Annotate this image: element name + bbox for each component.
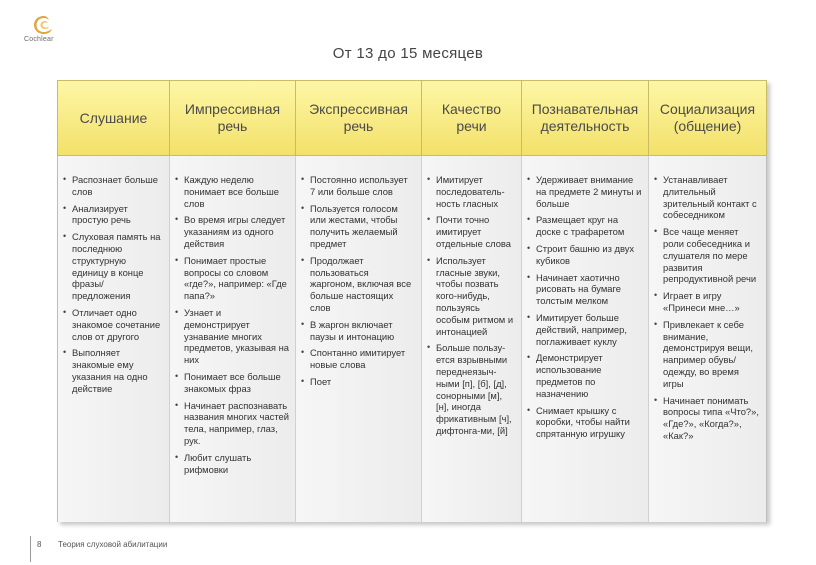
column-header-expressive-speech: Экспрессивная речь (295, 80, 421, 156)
list-item: • Использует гласные звуки, чтобы позвать кого-нибудь, пользуясь особым ритмом и интонацией (427, 255, 515, 338)
table-body-row (57, 156, 767, 522)
list-item: • Начинает распознавать названия многих частей тела, например, глаз, рук. (175, 400, 289, 447)
list-item: • Каждую неделю понимает все больше слов (175, 174, 289, 209)
column-header-receptive-speech: Импрессивная речь (169, 80, 295, 156)
list-item: • Размещает круг на доске с трафаретом (527, 214, 642, 238)
item-list (175, 174, 289, 475)
list-item: • Демонстрирует использование предметов по назначению (527, 352, 642, 399)
list-item: • Начинает хаотично рисовать на бумаге толстым мелком (527, 272, 642, 307)
list-item: • Начинает понимать вопросы типа «Что?», «Где?», «Когда?», «Как?» (654, 395, 760, 442)
list-item: • Все чаще меняет роли собеседника и слушателя по мере развития репродуктивной речи (654, 226, 760, 285)
table-column-expressive-speech (295, 156, 421, 522)
list-item: • Строит башню из двух кубиков (527, 243, 642, 267)
list-item: • Во время игры следует указаниям из одного действия (175, 214, 289, 249)
column-header-speech-quality: Качество речи (421, 80, 521, 156)
list-item: • В жаргон включает паузы и интонацию (301, 319, 415, 343)
list-item: • Удерживает внимание на предмете 2 минуты и больше (527, 174, 642, 209)
item-list (527, 174, 642, 440)
list-item: • Анализирует простую речь (63, 203, 163, 227)
table-column-cognition (521, 156, 648, 522)
list-item: • Почти точно имитирует отдельные слова (427, 214, 515, 249)
item-list (301, 174, 415, 388)
table-column-speech-quality (421, 156, 521, 522)
list-item: • Любит слушать рифмовки (175, 452, 289, 476)
item-list (427, 174, 515, 437)
list-item: • Устанавливает длительный зрительный контакт с собеседником (654, 174, 760, 221)
list-item: • Выполняет знакомые ему указания на одно действие (63, 347, 163, 394)
column-header-cognition: Познавательная деятельность (521, 80, 648, 156)
brand-name: Cochlear (24, 36, 54, 43)
development-table (57, 80, 767, 522)
list-item: • Распознает больше слов (63, 174, 163, 198)
list-item: • Спонтанно имитирует новые слова (301, 347, 415, 371)
column-header-socialization: Социализация (общение) (648, 80, 767, 156)
list-item: • Понимает простые вопросы со словом «где?», например: «Где папа?» (175, 255, 289, 302)
list-item: • Пользуется голосом или жестами, чтобы получить желаемый предмет (301, 203, 415, 250)
page-number: 8 (37, 540, 42, 549)
list-item: • Слуховая память на последнюю структурную единицу в конце фразы/ предложения (63, 231, 163, 302)
column-header-listening: Слушание (57, 80, 169, 156)
item-list (63, 174, 163, 395)
list-item: • Продолжает пользоваться жаргоном, включая все больше настоящих слов (301, 255, 415, 314)
list-item: • Отличает одно знакомое сочетание слов от другого (63, 307, 163, 342)
list-item: • Больше пользу-ется взрывными переднеязыч-ными [п], [б], [д], сонорными [м], [н], иногда фрикативным [ч], дифтонга-ми, [й] (427, 342, 515, 436)
table-header-row (57, 80, 767, 156)
page-title: От 13 до 15 месяцев (332, 45, 484, 62)
list-item: • Поет (301, 376, 415, 388)
list-item: • Снимает крышку с коробки, чтобы найти спрятанную игрушку (527, 405, 642, 440)
list-item: • Узнает и демонстрирует узнавание многих предметов, указывая на них (175, 307, 289, 366)
table-column-socialization (648, 156, 767, 522)
list-item: • Имитирует последователь-ность гласных (427, 174, 515, 209)
footer-text: Теория слуховой абилитации (58, 540, 168, 549)
item-list (654, 174, 760, 442)
table-column-listening (57, 156, 169, 522)
cochlear-swirl-icon (32, 14, 56, 36)
list-item: • Привлекает к себе внимание, демонстрируя вещи, например обувь/одежду, во время игры (654, 319, 760, 390)
list-item: • Понимает все больше знакомых фраз (175, 371, 289, 395)
list-item: • Постоянно использует 7 или больше слов (301, 174, 415, 198)
footer-divider (30, 536, 31, 562)
table-column-receptive-speech (169, 156, 295, 522)
list-item: • Имитирует больше действий, например, поглаживает куклу (527, 312, 642, 347)
list-item: • Играет в игру «Принеси мне…» (654, 290, 760, 314)
